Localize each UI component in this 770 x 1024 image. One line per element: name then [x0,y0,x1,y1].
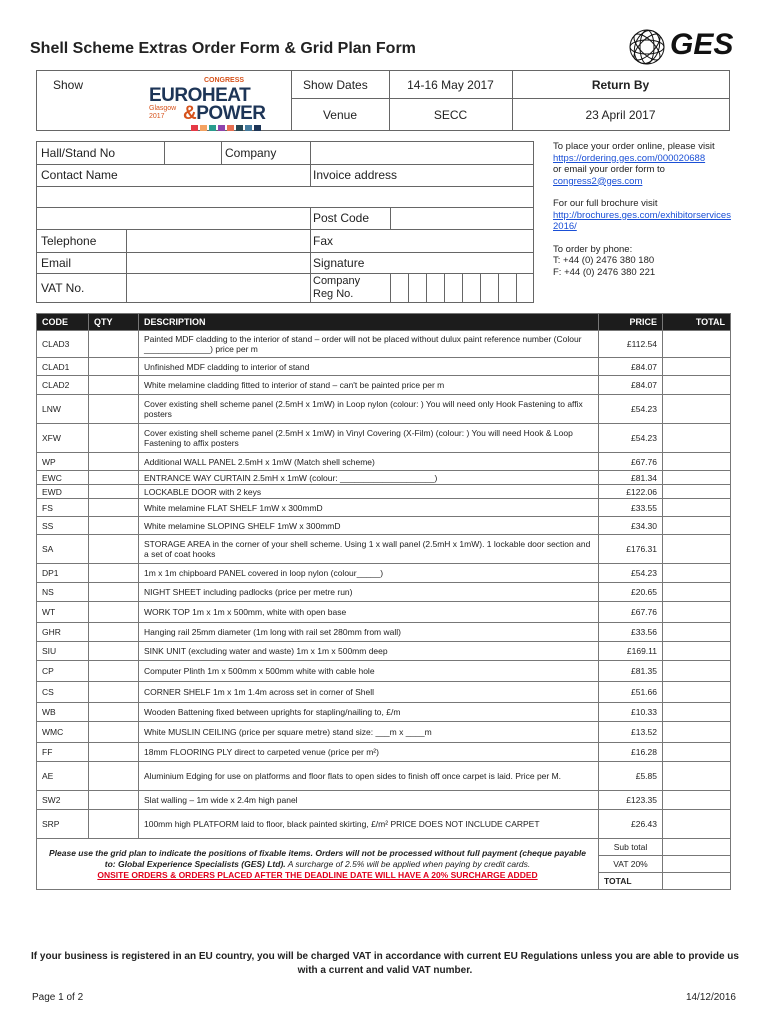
item-code: CS [37,682,89,703]
item-total-field[interactable] [663,358,731,376]
item-price: £112.54 [599,331,663,358]
item-code: NS [37,583,89,602]
item-price: £16.28 [599,743,663,762]
item-code: WT [37,602,89,623]
item-total-field[interactable] [663,743,731,762]
item-qty-field[interactable] [89,564,139,583]
vat-field[interactable] [663,856,731,873]
logo-euroheat: EUROHEAT [149,85,251,106]
item-price: £176.31 [599,535,663,564]
item-code: CLAD1 [37,358,89,376]
item-code: DP1 [37,564,89,583]
item-total-field[interactable] [663,485,731,499]
item-price: £20.65 [599,583,663,602]
item-qty-field[interactable] [89,453,139,471]
total-field[interactable] [663,873,731,890]
item-description: White MUSLIN CEILING (price per square metre) stand size: ___m x ____m [139,722,599,743]
brochure-link[interactable]: http://brochures.ges.com/exhibitorservices2016/ [553,209,731,232]
exhibitor-details-form [36,141,534,303]
item-description: White melamine FLAT SHELF 1mW x 300mmD [139,499,599,517]
item-total-field[interactable] [663,642,731,661]
item-total-field[interactable] [663,682,731,703]
table-row [37,602,731,623]
item-code: AE [37,762,89,791]
item-total-field[interactable] [663,722,731,743]
item-description: 1m x 1m chipboard PANEL covered in loop nylon (colour_____) [139,564,599,583]
item-description: WORK TOP 1m x 1m x 500mm, white with open base [139,602,599,623]
ordering-link[interactable]: https://ordering.ges.com/000020688 [553,152,706,164]
item-price: £81.34 [599,471,663,485]
item-code: WP [37,453,89,471]
table-row [37,703,731,722]
item-price: £10.33 [599,703,663,722]
table-row [37,722,731,743]
description-header: DESCRIPTION [139,314,599,331]
item-total-field[interactable] [663,499,731,517]
logo-power: &POWER [183,103,266,124]
item-code: XFW [37,424,89,453]
item-qty-field[interactable] [89,485,139,499]
item-qty-field[interactable] [89,762,139,791]
post-code-field[interactable] [391,207,533,229]
telephone-field[interactable] [127,229,310,252]
ges-logo-text: GES [670,28,734,61]
table-row [37,743,731,762]
vat-no-field[interactable] [127,273,310,302]
item-qty-field[interactable] [89,424,139,453]
item-price: £26.43 [599,810,663,839]
item-description: NIGHT SHEET including padlocks (price per metre run) [139,583,599,602]
email-field[interactable] [127,252,310,273]
item-description: ENTRANCE WAY CURTAIN 2.5mH x 1mW (colour: ____________________) [139,471,599,485]
item-description: LOCKABLE DOOR with 2 keys [139,485,599,499]
table-row [37,331,731,358]
item-total-field[interactable] [663,703,731,722]
table-row [37,623,731,642]
item-price: £123.35 [599,791,663,810]
online-text: To place your order online, please visit [553,141,715,152]
item-price: £33.56 [599,623,663,642]
show-label: Show [53,77,84,92]
table-row [37,642,731,661]
company-reg-label: Company Reg No. [313,274,361,300]
item-qty-field[interactable] [89,682,139,703]
item-total-field[interactable] [663,453,731,471]
item-description: Cover existing shell scheme panel (2.5mH x 1mW) in Vinyl Covering (X-Film) (colour: ) You will need Hook & Loop Fastening to affix posters [139,424,599,453]
table-row [37,499,731,517]
invoice-address-label: Invoice address [313,168,398,182]
table-row [37,661,731,682]
item-total-field[interactable] [663,762,731,791]
total-label: TOTAL [599,873,663,890]
table-row [37,395,731,424]
item-qty-field[interactable] [89,623,139,642]
item-code: CP [37,661,89,682]
item-qty-field[interactable] [89,722,139,743]
page-title: Shell Scheme Extras Order Form & Grid Plan Form [30,40,416,57]
item-price: £67.76 [599,453,663,471]
price-header: PRICE [599,314,663,331]
item-price: £84.07 [599,358,663,376]
phone-f: F: +44 (0) 2476 380 221 [553,266,656,278]
logo-congress: CONGRESS [204,77,245,84]
table-row [37,453,731,471]
item-qty-field[interactable] [89,331,139,358]
ordering-info [553,141,731,289]
item-qty-field[interactable] [89,703,139,722]
item-price: £84.07 [599,376,663,395]
item-description: SINK UNIT (excluding water and waste) 1m x 1m x 500mm deep [139,642,599,661]
show-header-box [36,70,730,131]
item-total-field[interactable] [663,583,731,602]
ges-logo [626,26,744,70]
item-description: Painted MDF cladding to the interior of stand – order will not be placed without dulux paint reference number (Colour ______________) price per m [139,331,599,358]
show-dates-label: Show Dates [303,77,368,92]
item-code: SW2 [37,791,89,810]
item-price: £13.52 [599,722,663,743]
item-total-field[interactable] [663,331,731,358]
item-description: Hanging rail 25mm diameter (1m long with rail set 280mm from wall) [139,623,599,642]
item-qty-field[interactable] [89,743,139,762]
item-total-field[interactable] [663,810,731,839]
table-row [37,485,731,499]
item-price: £54.23 [599,564,663,583]
item-description: Unfinished MDF cladding to interior of stand [139,358,599,376]
table-row [37,424,731,453]
venue-label: Venue [322,107,358,122]
item-description: Wooden Battening fixed between uprights for stapling/nailing to, £/m [139,703,599,722]
phone-text: To order by phone: [553,243,633,255]
item-price: £169.11 [599,642,663,661]
subtotal-field[interactable] [663,839,731,856]
item-description: Cover existing shell scheme panel (2.5mH x 1mW) in Loop nylon (colour: ) You will need only Hook Fastening to affix posters [139,395,599,424]
venue-value: SECC [433,107,468,122]
document-date: 14/12/2016 [685,992,736,1003]
item-code: SA [37,535,89,564]
item-price: £54.23 [599,424,663,453]
item-qty-field[interactable] [89,395,139,424]
logo-city-year: Glasgow 2017 [149,105,177,120]
table-row [37,810,731,839]
item-code: FS [37,499,89,517]
item-code: EWC [37,471,89,485]
table-row [37,791,731,810]
surcharge-note: ONSITE ORDERS & ORDERS PLACED AFTER THE DEADLINE DATE WILL HAVE A 20% SURCHARGE ADDED [97,869,538,880]
phone-t: T: +44 (0) 2476 380 180 [553,255,655,266]
item-qty-field[interactable] [89,583,139,602]
order-notes: Please use the grid plan to indicate the positions of fixable items. Orders will not be processed without full payment (cheque payable to: Global Experience Specialists (GES) Ltd). A surcharge of 2.5% will be applied when paying by credit cards. ONSITE ORDERS & ORDERS PLACED AFTER THE DEADLINE DATE WILL HAVE A 20% SURCHARGE ADDED [37,839,599,890]
item-total-field[interactable] [663,471,731,485]
item-code: SIU [37,642,89,661]
item-price: £54.23 [599,395,663,424]
item-code: WB [37,703,89,722]
vat-no-label: VAT No. [41,280,85,295]
item-total-field[interactable] [663,424,731,453]
item-price: £51.66 [599,682,663,703]
item-qty-field[interactable] [89,602,139,623]
item-price: £81.35 [599,661,663,682]
item-total-field[interactable] [663,661,731,682]
code-header: CODE [37,314,89,331]
table-row [37,583,731,602]
item-code: WMC [37,722,89,743]
item-total-field[interactable] [663,791,731,810]
item-price: £33.55 [599,499,663,517]
item-description: Aluminium Edging for use on platforms and floor flats to open sides to finish off once carpet is laid. Price per M. [139,762,599,791]
item-description: White melamine cladding fitted to interior of stand – can't be painted price per m [139,376,599,395]
item-total-field[interactable] [663,517,731,535]
order-table [36,313,731,890]
table-row [37,376,731,395]
item-qty-field[interactable] [89,499,139,517]
subtotal-label: Sub total [599,839,663,856]
item-description: STORAGE AREA in the corner of your shell scheme. Using 1 x wall panel (2.5mH x 1mW). 1 lockable door section and a set of coat hooks [139,535,599,564]
email-label: Email [41,255,72,270]
item-description: 18mm FLOORING PLY direct to carpeted venue (price per m²) [139,743,599,762]
table-row [37,682,731,703]
item-qty-field[interactable] [89,358,139,376]
item-total-field[interactable] [663,602,731,623]
item-total-field[interactable] [663,376,731,395]
item-code: FF [37,743,89,762]
total-header: TOTAL [663,314,731,331]
brochure-text: For our full brochure visit [553,198,658,209]
item-qty-field[interactable] [89,642,139,661]
fax-label: Fax [313,233,334,248]
return-by-value: 23 April 2017 [585,107,656,122]
qty-header: QTY [89,314,139,331]
item-code: EWD [37,485,89,499]
item-code: GHR [37,623,89,642]
item-qty-field[interactable] [89,791,139,810]
item-total-field[interactable] [663,623,731,642]
table-row [37,762,731,791]
table-row [37,535,731,564]
ges-globe-icon [626,26,668,68]
item-qty-field[interactable] [89,376,139,395]
item-qty-field[interactable] [89,471,139,485]
signature-label: Signature [313,255,365,270]
item-description: Computer Plinth 1m x 500mm x 500mm white with cable hole [139,661,599,682]
item-description: Slat walling – 1m wide x 2.4m high panel [139,791,599,810]
item-code: CLAD2 [37,376,89,395]
item-qty-field[interactable] [89,661,139,682]
item-qty-field[interactable] [89,810,139,839]
item-total-field[interactable] [663,395,731,424]
contact-name-label: Contact Name [41,168,118,182]
item-description: White melamine SLOPING SHELF 1mW x 300mmD [139,517,599,535]
table-row [37,471,731,485]
item-price: £34.30 [599,517,663,535]
item-total-field[interactable] [663,535,731,564]
show-dates-value: 14-16 May 2017 [407,77,494,92]
item-description: CORNER SHELF 1m x 1m 1.4m across set in corner of Shell [139,682,599,703]
item-description: 100mm high PLATFORM laid to floor, black painted skirting, £/m² PRICE DOES NOT INCLUDE CARPET [139,810,599,839]
item-price: £67.76 [599,602,663,623]
vat-footer-note: If your business is registered in an EU country, you will be charged VAT in accordance with current EU Regulations unless you are able to provide us with a current and valid VAT number. [31,951,739,976]
hall-stand-label: Hall/Stand No [41,146,116,160]
euroheat-power-logo [149,77,289,125]
telephone-label: Telephone [41,233,97,248]
table-row [37,517,731,535]
item-description: Additional WALL PANEL 2.5mH x 1mW (Match shell scheme) [139,453,599,471]
item-price: £122.06 [599,485,663,499]
item-qty-field[interactable] [89,535,139,564]
item-total-field[interactable] [663,564,731,583]
order-email-link[interactable]: congress2@ges.com [553,175,643,187]
company-label: Company [225,146,277,160]
table-row [37,564,731,583]
item-code: LNW [37,395,89,424]
item-price: £5.85 [599,762,663,791]
item-code: SRP [37,810,89,839]
page-number: Page 1 of 2 [32,992,84,1003]
return-by-label: Return By [591,77,650,92]
table-row [37,358,731,376]
post-code-label: Post Code [313,211,370,225]
hall-stand-field[interactable] [165,142,221,164]
vat-label: VAT 20% [599,856,663,873]
item-qty-field[interactable] [89,517,139,535]
item-code: SS [37,517,89,535]
logo-colour-dots [191,125,261,131]
item-code: CLAD3 [37,331,89,358]
email-text: or email your order form to [553,164,665,175]
